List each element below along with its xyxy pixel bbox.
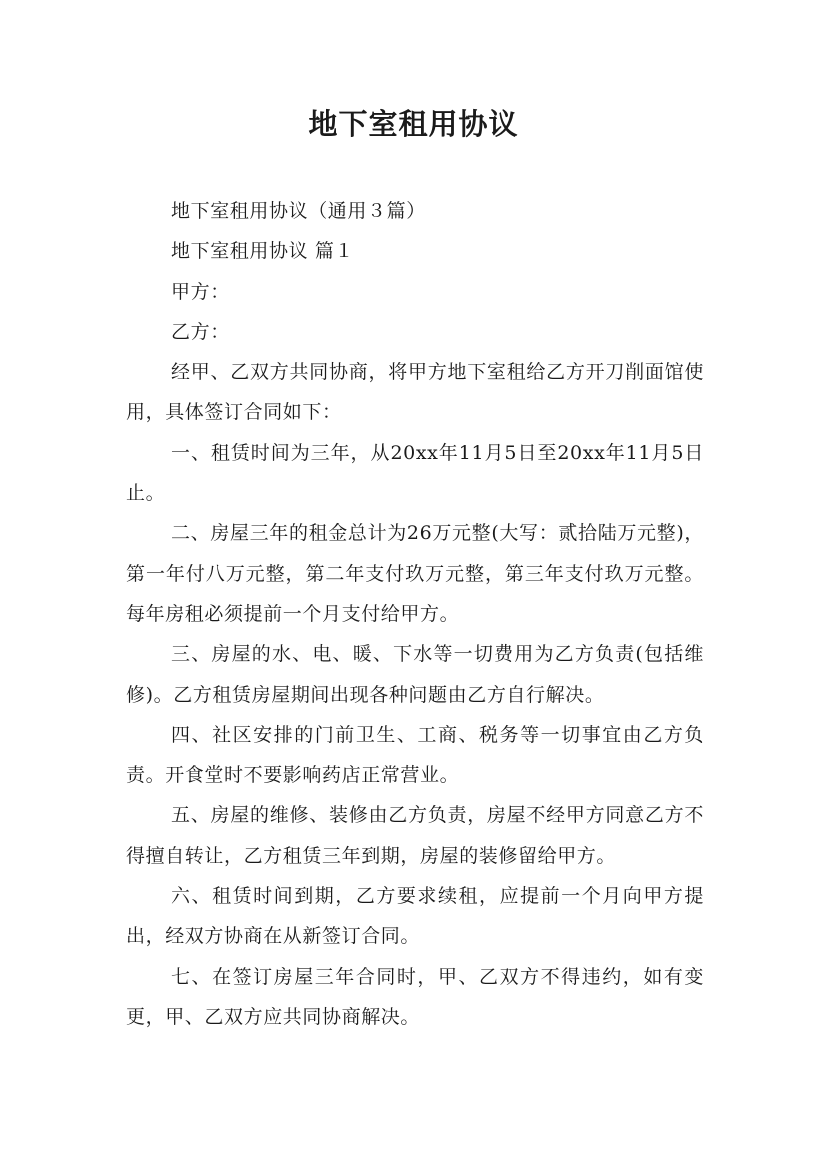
paragraph-party-b: 乙方： [171, 320, 230, 343]
document-title: 地下室租用协议 [308, 107, 519, 141]
paragraph-clause-3: 三、房屋的水、电、暖、下水等一切费用为乙方负责(包括维修)。乙方租赁房屋期间出现各种问题由乙方自行解决。 [126, 643, 704, 706]
paragraph-party-a: 甲方： [171, 280, 230, 303]
paragraph-intro: 经甲、乙双方共同协商，将甲方地下室租给乙方开刀削面馆使用，具体签订合同如下： [126, 361, 704, 424]
paragraph-clause-4: 四、社区安排的门前卫生、工商、税务等一切事宜由乙方负责。开食堂时不要影响药店正常营业。 [126, 723, 704, 787]
paragraph-clause-7: 七、在签订房屋三年合同时，甲、乙双方不得违约，如有变更，甲、乙双方应共同协商解决。 [126, 965, 704, 1028]
paragraph-clause-1: 一、租赁时间为三年，从20xx年11月5日至20xx年11月5日止。 [126, 441, 704, 505]
document-body [126, 191, 704, 1037]
paragraph-subtitle: 地下室租用协议（通用３篇） [171, 200, 426, 222]
paragraph-clause-6: 六、租赁时间到期，乙方要求续租，应提前一个月向甲方提出，经双方协商在从新签订合同。 [126, 885, 704, 948]
paragraph-clause-2: 二、房屋三年的租金总计为26万元整(大写：贰拾陆万元整)，第一年付八万元整，第二年支付玖万元整，第三年支付玖万元整。每年房租必须提前一个月支付给甲方。 [126, 522, 704, 625]
paragraph-section-heading: 地下室租用协议 篇１ [171, 240, 355, 263]
paragraph-clause-5: 五、房屋的维修、装修由乙方负责，房屋不经甲方同意乙方不得擅自转让，乙方租赁三年到期，房屋的装修留给甲方。 [126, 804, 704, 867]
